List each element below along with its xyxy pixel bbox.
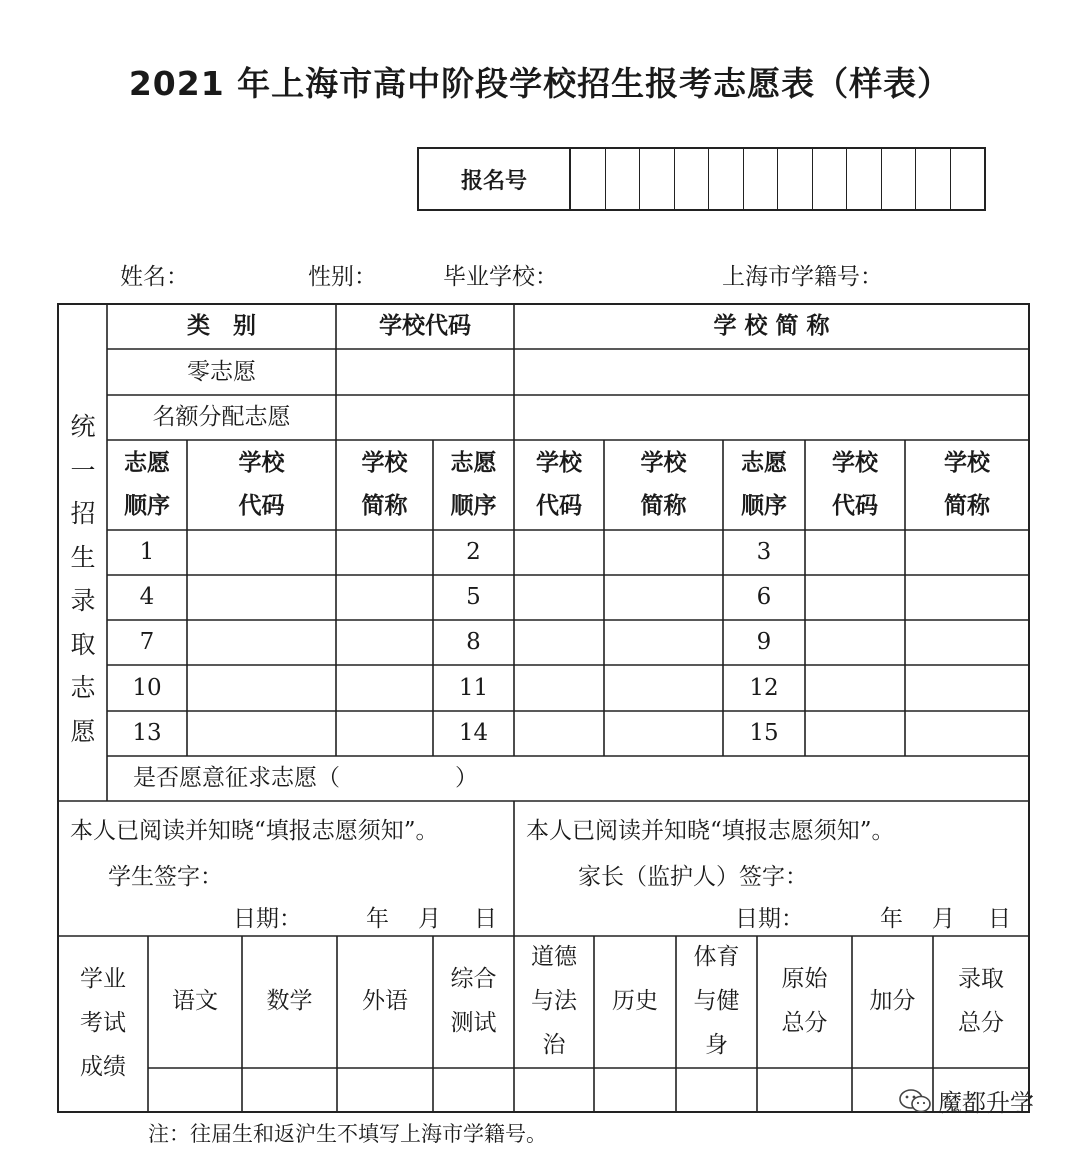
student-date-day: 日: [474, 906, 497, 932]
choice-input-cell[interactable]: [805, 575, 905, 620]
score-subject-header: 录取 总分: [958, 966, 1004, 1036]
choice-input-cell[interactable]: [905, 620, 1029, 665]
watermark: [898, 1083, 1034, 1118]
parent-date-day: 日: [988, 906, 1011, 932]
score-subject-header: 道德 与法 治: [531, 944, 577, 1058]
choice-input-cell[interactable]: [514, 530, 604, 575]
score-subject-header: 历史: [612, 988, 658, 1015]
choice-input-cell[interactable]: [805, 665, 905, 711]
choice-order-number: 4: [139, 584, 155, 611]
row-quota-choice: 名额分配志愿: [152, 404, 291, 431]
choice-input-cell[interactable]: [187, 530, 336, 575]
parent-date-year: 年: [880, 906, 903, 932]
choice-order-number: 3: [756, 539, 772, 566]
choice-input-cell[interactable]: [514, 665, 604, 711]
section-label-char: 录: [70, 586, 96, 615]
choice-order-number: 12: [749, 674, 779, 701]
choice-order-number: 11: [458, 674, 489, 701]
zero-choice-code-input[interactable]: [336, 349, 514, 395]
student-notice: 本人已阅读并知晓“填报志愿须知”。: [70, 818, 439, 844]
choice-input-cell[interactable]: [805, 530, 905, 575]
subheader-code: 学校 代码: [238, 450, 285, 519]
subheader-code: 学校 代码: [536, 450, 582, 519]
score-subject-header: 综合 测试: [450, 966, 497, 1036]
subheader-name: 学校 简称: [361, 450, 408, 519]
section-label-char: 取: [70, 629, 96, 659]
choice-order-number: 14: [458, 720, 489, 747]
choice-input-cell[interactable]: [905, 711, 1029, 756]
student-id-label: 上海市学籍号：: [722, 264, 883, 290]
subheader-order: 志愿 顺序: [741, 450, 787, 519]
choice-order-number: 15: [749, 720, 779, 747]
choice-input-cell[interactable]: [604, 711, 723, 756]
student-date-month: 月: [418, 906, 441, 932]
section-label-char: 统: [70, 412, 96, 441]
watermark-text: 魔都升学: [938, 1089, 1034, 1117]
choice-order-number: 7: [139, 629, 155, 656]
choice-order-number: 1: [139, 539, 155, 566]
score-input-cell[interactable]: [148, 1068, 242, 1112]
gender-label: 性别：: [308, 264, 377, 290]
score-input-cell[interactable]: [337, 1068, 433, 1112]
chat-bubble-icon: [898, 1088, 932, 1114]
subheader-code: 学校 代码: [832, 450, 878, 519]
score-subject-header: 数学: [266, 988, 313, 1015]
registration-label: 报名号: [419, 149, 571, 209]
name-label: 姓名：: [120, 264, 189, 290]
subheader-order: 志愿 顺序: [450, 450, 497, 519]
parent-sign-label: 家长（监护人）签字：: [578, 864, 808, 890]
header-school-name: 学 校 简 称: [713, 313, 830, 340]
choice-input-cell[interactable]: [604, 620, 723, 665]
subheader-order: 志愿 顺序: [124, 450, 170, 519]
section-label-char: 生: [70, 542, 96, 572]
choice-input-cell[interactable]: [604, 530, 723, 575]
parent-date-month: 月: [932, 906, 955, 932]
choice-order-number: 9: [756, 629, 772, 656]
footnote: 注：往届生和返沪生不填写上海市学籍号。: [148, 1122, 547, 1146]
choice-order-number: 8: [466, 629, 481, 656]
choice-input-cell[interactable]: [187, 665, 336, 711]
choice-input-cell[interactable]: [604, 575, 723, 620]
section-label-char: 志: [70, 673, 96, 702]
row-zero-choice: 零志愿: [187, 358, 256, 385]
section-label-char: 愿: [70, 716, 96, 746]
choice-input-cell[interactable]: [336, 665, 433, 711]
score-input-cell[interactable]: [676, 1068, 757, 1112]
choice-input-cell[interactable]: [514, 711, 604, 756]
choice-input-cell[interactable]: [805, 620, 905, 665]
choice-input-cell[interactable]: [805, 711, 905, 756]
parent-date-label: 日期：: [735, 906, 804, 932]
choice-input-cell[interactable]: [905, 575, 1029, 620]
parent-notice: 本人已阅读并知晓“填报志愿须知”。: [526, 818, 895, 844]
choice-input-cell[interactable]: [336, 530, 433, 575]
zero-choice-name-input[interactable]: [514, 349, 1029, 395]
choice-order-number: 5: [466, 584, 481, 611]
score-input-cell[interactable]: [594, 1068, 676, 1112]
student-sign-label: 学生签字：: [108, 864, 223, 890]
header-school-code: 学校代码: [379, 313, 471, 340]
choice-input-cell[interactable]: [336, 711, 433, 756]
section-label-char: 招: [70, 499, 96, 528]
school-label: 毕业学校：: [443, 264, 558, 290]
choice-input-cell[interactable]: [187, 620, 336, 665]
choice-input-cell[interactable]: [336, 575, 433, 620]
section-label-char: 一: [70, 455, 96, 485]
choice-input-cell[interactable]: [187, 711, 336, 756]
subheader-name: 学校 简称: [640, 450, 687, 519]
score-subject-header: 语文: [172, 988, 218, 1015]
subheader-name: 学校 简称: [944, 450, 990, 519]
score-input-cell[interactable]: [242, 1068, 337, 1112]
section-label-vertical: [60, 405, 106, 753]
header-category: 类 别: [187, 313, 256, 340]
scores-label: 学业 考试 成绩: [80, 966, 126, 1080]
score-input-cell[interactable]: [514, 1068, 594, 1112]
score-subject-header: 加分: [869, 988, 916, 1015]
score-input-cell[interactable]: [433, 1068, 514, 1112]
choice-input-cell[interactable]: [604, 665, 723, 711]
student-date-year: 年: [366, 906, 389, 932]
student-date-label: 日期：: [233, 906, 302, 932]
choice-order-number: 2: [466, 539, 481, 566]
choice-input-cell[interactable]: [905, 665, 1029, 711]
score-subject-header: 体育 与健 身: [693, 944, 740, 1058]
quota-choice-name-input[interactable]: [514, 395, 1029, 440]
choice-input-cell[interactable]: [514, 575, 604, 620]
score-subject-header: 原始 总分: [781, 966, 828, 1036]
choice-order-number: 6: [756, 584, 772, 611]
score-subject-header: 外语: [362, 988, 408, 1015]
score-input-cell[interactable]: [757, 1068, 852, 1112]
choice-input-cell[interactable]: [905, 530, 1029, 575]
solicit-choice-question: 是否愿意征求志愿（ ）: [133, 765, 478, 792]
quota-choice-code-input[interactable]: [336, 395, 514, 440]
choice-input-cell[interactable]: [514, 620, 604, 665]
choice-input-cell[interactable]: [187, 575, 336, 620]
choice-order-number: 13: [132, 720, 162, 747]
choice-order-number: 10: [132, 674, 162, 701]
choice-input-cell[interactable]: [336, 620, 433, 665]
page-title: 2021 年上海市高中阶段学校招生报考志愿表（样表）: [128, 64, 952, 103]
